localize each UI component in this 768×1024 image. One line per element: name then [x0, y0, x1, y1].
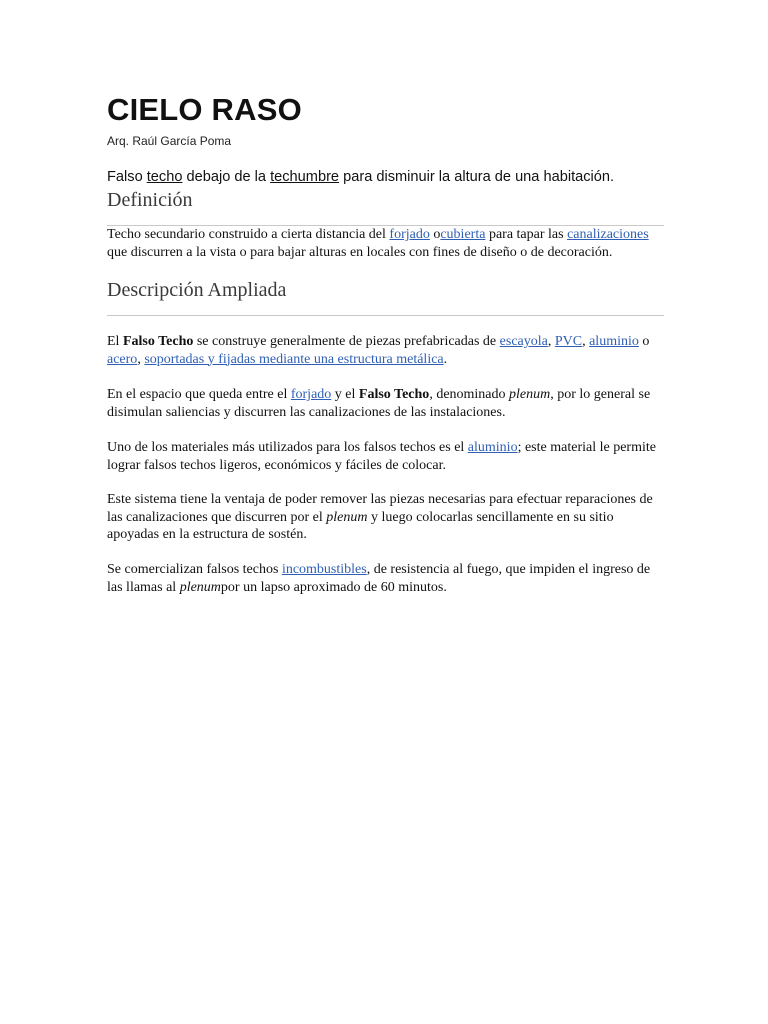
- section-divider: [107, 315, 664, 316]
- paragraph-text: se construye generalmente de piezas prefabricadas de: [193, 334, 500, 349]
- intro-text: Falso: [107, 169, 147, 185]
- italic-term: plenum: [509, 387, 551, 402]
- paragraph-2: [107, 386, 664, 421]
- bold-term: Falso Techo: [122, 334, 194, 349]
- link-forjado[interactable]: forjado: [290, 387, 332, 402]
- link-pvc[interactable]: PVC: [554, 334, 583, 349]
- link-cubierta[interactable]: cubierta: [440, 227, 486, 242]
- paragraph-text: El: [107, 334, 123, 349]
- paragraph-text: Uno de los materiales más utilizados para los falsos techos es el: [107, 440, 468, 455]
- heading-descripcion-ampliada: Descripción Ampliada: [107, 279, 287, 301]
- paragraph-5: [107, 561, 664, 596]
- link-techumbre[interactable]: techumbre: [270, 169, 340, 185]
- link-techo[interactable]: techo: [146, 169, 183, 185]
- link-incombustibles[interactable]: incombustibles: [281, 562, 367, 577]
- bold-term: Falso Techo: [358, 387, 430, 402]
- heading-definicion: Definición: [107, 189, 193, 211]
- paragraph-text: Techo secundario construido a cierta distancia del: [107, 227, 390, 242]
- definition-paragraph: [107, 226, 664, 261]
- link-aluminio[interactable]: aluminio: [589, 334, 639, 349]
- paragraph-text: , por lo general se disimulan saliencias y discurren las canalizaciones de las instalaciones.: [107, 387, 651, 420]
- link-escayola[interactable]: escayola: [499, 334, 548, 349]
- paragraph-4: [107, 491, 664, 544]
- paragraph-text: Se comercializan falsos techos: [107, 562, 282, 577]
- paragraph-text: que discurren a la vista o para bajar alturas en locales con fines de diseño o de decoración.: [107, 244, 613, 260]
- paragraph-text: .: [443, 351, 448, 367]
- paragraph-1: [107, 333, 664, 368]
- intro-text: debajo de la: [182, 169, 271, 185]
- paragraph-text: ,: [547, 334, 555, 349]
- paragraph-3: [107, 439, 664, 474]
- document-author: Arq. Raúl García Poma: [107, 134, 232, 148]
- paragraph-text: para tapar las: [485, 227, 568, 242]
- link-estructura-metalica[interactable]: soportadas y fijadas mediante una estructura metálica: [144, 351, 444, 367]
- document-title: CIELO RASO: [107, 92, 302, 127]
- paragraph-text: ,: [582, 334, 590, 349]
- link-canalizaciones[interactable]: canalizaciones: [567, 227, 649, 242]
- paragraph-text: o: [638, 334, 650, 349]
- paragraph-text: Este sistema tiene la ventaja de poder remover las piezas necesarias para efectuar reparaciones de las canalizaciones que discurren por el: [107, 492, 653, 525]
- link-acero[interactable]: acero: [107, 351, 138, 367]
- intro-text: para disminuir la altura de una habitación.: [339, 169, 615, 185]
- italic-term: plenum: [326, 509, 368, 525]
- link-forjado[interactable]: forjado: [389, 227, 430, 242]
- paragraph-text: En el espacio que queda entre el: [107, 387, 291, 402]
- paragraph-text: ; este material le permite lograr falsos techos ligeros, económicos y fáciles de colocar.: [107, 440, 656, 473]
- paragraph-text: , de resistencia al fuego, que impiden el ingreso de las llamas al: [107, 562, 651, 595]
- intro-sentence: [107, 169, 614, 185]
- paragraph-text: por un lapso aproximado de 60 minutos.: [220, 579, 447, 595]
- paragraph-text: , denominado: [429, 387, 510, 402]
- paragraph-text: y el: [331, 387, 359, 402]
- paragraph-text: ,: [137, 351, 145, 367]
- link-aluminio[interactable]: aluminio: [467, 440, 518, 455]
- paragraph-text: y luego colocarlas sencillamente en su sitio apoyadas en la estructura de sostén.: [107, 509, 614, 542]
- italic-term: plenum: [179, 579, 221, 595]
- paragraph-text: o: [429, 227, 441, 242]
